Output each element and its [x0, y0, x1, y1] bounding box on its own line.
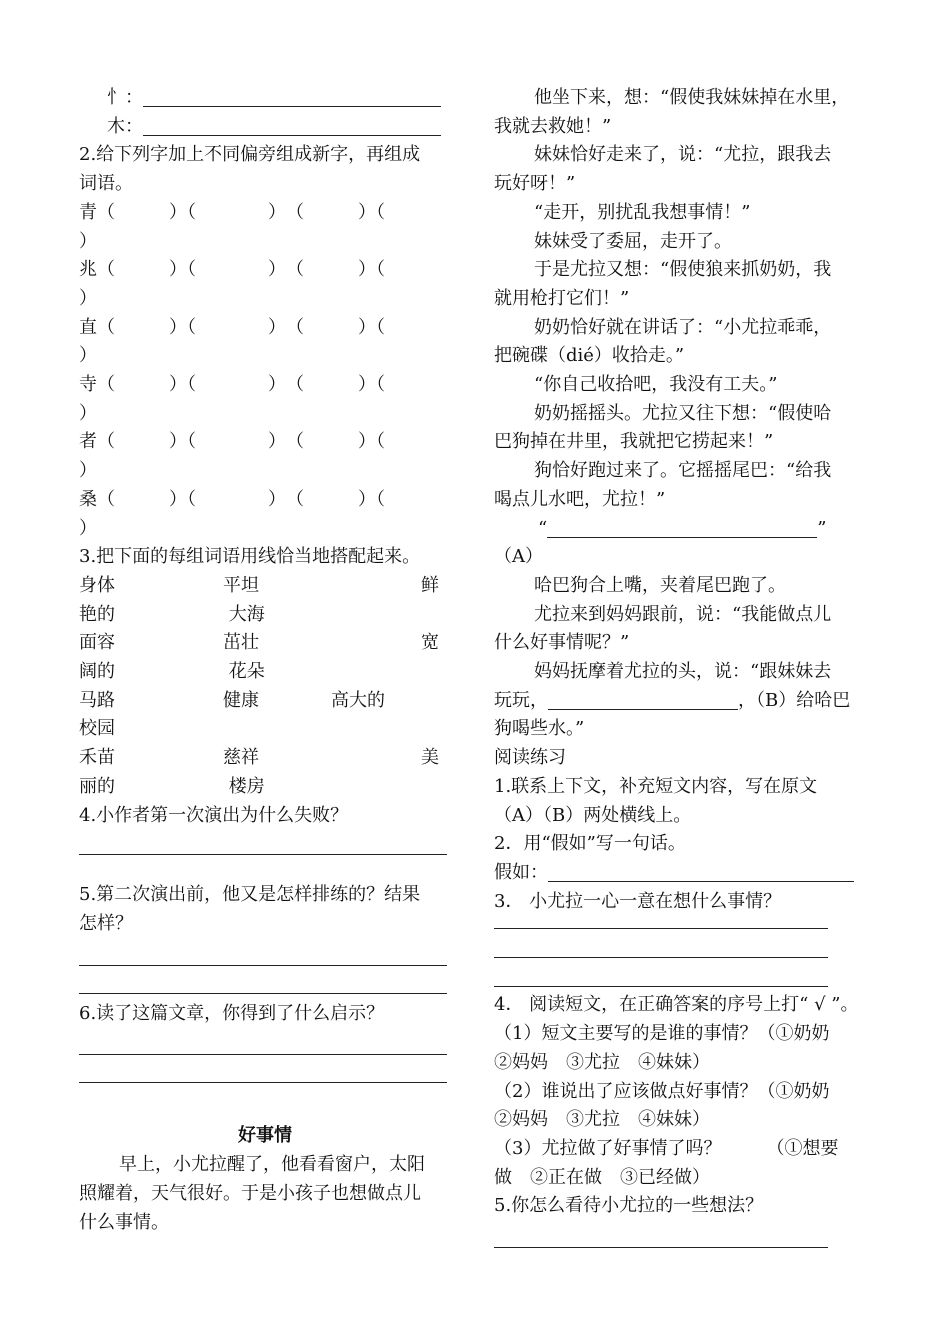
- story-line: 奶奶摇摇头。尤拉又往下想：“假使哈: [534, 402, 832, 424]
- match-line: 艳的 大海: [79, 603, 265, 625]
- question-6: 6.读了这篇文章，你得到了什么启示？: [79, 1002, 385, 1024]
- story-line: 狗喝些水。”: [494, 718, 585, 740]
- story-line: 早上，小尤拉醒了，他看看窗户，太阳: [119, 1154, 425, 1176]
- blank-a-line: “ ”: [538, 517, 827, 539]
- story-line: “你自己收拾吧，我没有工夫。”: [534, 374, 778, 396]
- blank-b[interactable]: [548, 689, 738, 710]
- match-line: 面容 茁壮 宽: [79, 632, 439, 654]
- answer-blank[interactable]: [548, 861, 854, 882]
- practice-q4-item: （1）短文主要写的是谁的事情？（①奶奶: [494, 1023, 830, 1045]
- story-line: 照耀着，天气很好。于是小孩子也想做点儿: [79, 1183, 421, 1205]
- story-line: 奶奶恰好就在讲话了：“小尤拉乖乖，: [534, 316, 832, 338]
- match-line: 校园: [79, 718, 115, 740]
- story-line: 妈妈抚摩着尤拉的头，说：“跟妹妹去: [534, 661, 832, 683]
- char-row: 桑（ ）（ ） （ ）（: [79, 488, 385, 510]
- radical-row: 木：: [79, 113, 451, 142]
- char-row: 者（ ）（ ） （ ）（: [79, 431, 385, 453]
- question-2-prompt-cont: 词语。: [79, 173, 133, 195]
- story-line: 尤拉来到妈妈跟前，说：“我能做点儿: [534, 603, 832, 625]
- question-2-prompt: 2.给下列字加上不同偏旁组成新字，再组成: [79, 144, 421, 166]
- story-line: “走开，别扰乱我想事情！”: [534, 201, 751, 223]
- story-line: 把碗碟（dié）收拾走。”: [494, 345, 685, 367]
- match-line: 禾苗 慈祥 美: [79, 747, 439, 769]
- story-line: 巴狗掉在井里，我就把它捞起来！”: [494, 431, 774, 453]
- story-line: 妹妹恰好走来了，说：“尤拉，跟我去: [534, 144, 832, 166]
- char-row: 兆（ ）（ ） （ ）（: [79, 259, 385, 281]
- char-row-close: ）: [79, 345, 97, 367]
- char-row-close: ）: [79, 460, 97, 482]
- practice-q4-item: （2）谁说出了应该做点好事情？（①奶奶: [494, 1080, 830, 1102]
- practice-q4-item: 做 ②正在做 ③已经做）: [494, 1166, 710, 1188]
- practice-q1-cont: （A）（B）两处横线上。: [494, 804, 692, 826]
- story-line: 狗恰好跑过来了。它摇摇尾巴：“给我: [534, 460, 832, 482]
- right-column: [494, 84, 886, 1248]
- char-row-close: ）: [79, 230, 97, 252]
- char-row: 寺（ ）（ ） （ ）（: [79, 374, 385, 396]
- question-3-prompt: 3.把下面的每组词语用线恰当地搭配起来。: [79, 546, 421, 568]
- char-row: 直（ ）（ ） （ ）（: [79, 316, 385, 338]
- story-line: 我就去救她！”: [494, 115, 612, 137]
- practice-q3: 3． 小尤拉一心一意在想什么事情？: [494, 890, 782, 912]
- story-line: 玩好呀！”: [494, 173, 576, 195]
- match-line: 身体 平坦 鲜: [79, 574, 439, 596]
- radical-row: 忄：: [79, 84, 451, 113]
- story-line: 就用枪打它们！”: [494, 287, 630, 309]
- char-row: 青（ ）（ ） （ ）（: [79, 201, 385, 223]
- question-4: 4.小作者第一次演出为什么失败？: [79, 804, 349, 826]
- practice-q4: 4． 阅读短文，在正确答案的序号上打“ √ ”。: [494, 994, 859, 1016]
- story-line: 什么好事情呢？”: [494, 632, 630, 654]
- story-line: 于是尤拉又想：“假使狼来抓奶奶，我: [534, 259, 832, 281]
- story-line: 妹妹受了委屈，走开了。: [534, 230, 732, 252]
- practice-q2-answer: 假如：: [494, 859, 886, 888]
- story-line: 喝点儿水吧，尤拉！”: [494, 488, 666, 510]
- practice-q4-item: ②妈妈 ③尤拉 ④妹妹）: [494, 1109, 710, 1131]
- blank-a[interactable]: [547, 517, 817, 538]
- story-line: 他坐下来，想：“假使我妹妹掉在水里，: [534, 87, 850, 108]
- practice-q5: 5.你怎么看待小尤拉的一些想法？: [494, 1195, 764, 1217]
- question-5: 5.第二次演出前，他又是怎样排练的？结果: [79, 884, 421, 906]
- practice-q4-item: （3）尤拉做了好事情了吗？ （①想要: [494, 1137, 839, 1159]
- match-line: 马路 健康 高大的: [79, 689, 385, 711]
- story-title: 好事情: [238, 1125, 292, 1147]
- practice-q1: 1.联系上下文，补充短文内容，写在原文: [494, 775, 818, 797]
- practice-q2: 2．用“假如”写一句话。: [494, 833, 686, 855]
- left-column: [79, 84, 451, 1238]
- story-line: 哈巴狗合上嘴，夹着尾巴跑了。: [534, 574, 786, 596]
- blank-b-line: 玩玩， ，（B）给哈巴: [494, 689, 851, 711]
- practice-q4-item: ②妈妈 ③尤拉 ④妹妹）: [494, 1051, 710, 1073]
- char-row-close: ）: [79, 402, 97, 424]
- answer-line[interactable]: [494, 1247, 828, 1248]
- answer-blank[interactable]: [143, 115, 441, 136]
- question-5-cont: 怎样？: [79, 912, 133, 934]
- match-line: 丽的 楼房: [79, 775, 265, 797]
- match-line: 阔的 花朵: [79, 661, 265, 683]
- char-row-close: ）: [79, 287, 97, 309]
- practice-title: 阅读练习: [494, 747, 566, 769]
- answer-blank[interactable]: [143, 86, 441, 107]
- label-a: （A）: [494, 546, 543, 568]
- char-row-close: ）: [79, 517, 97, 539]
- story-line: 什么事情。: [79, 1211, 169, 1233]
